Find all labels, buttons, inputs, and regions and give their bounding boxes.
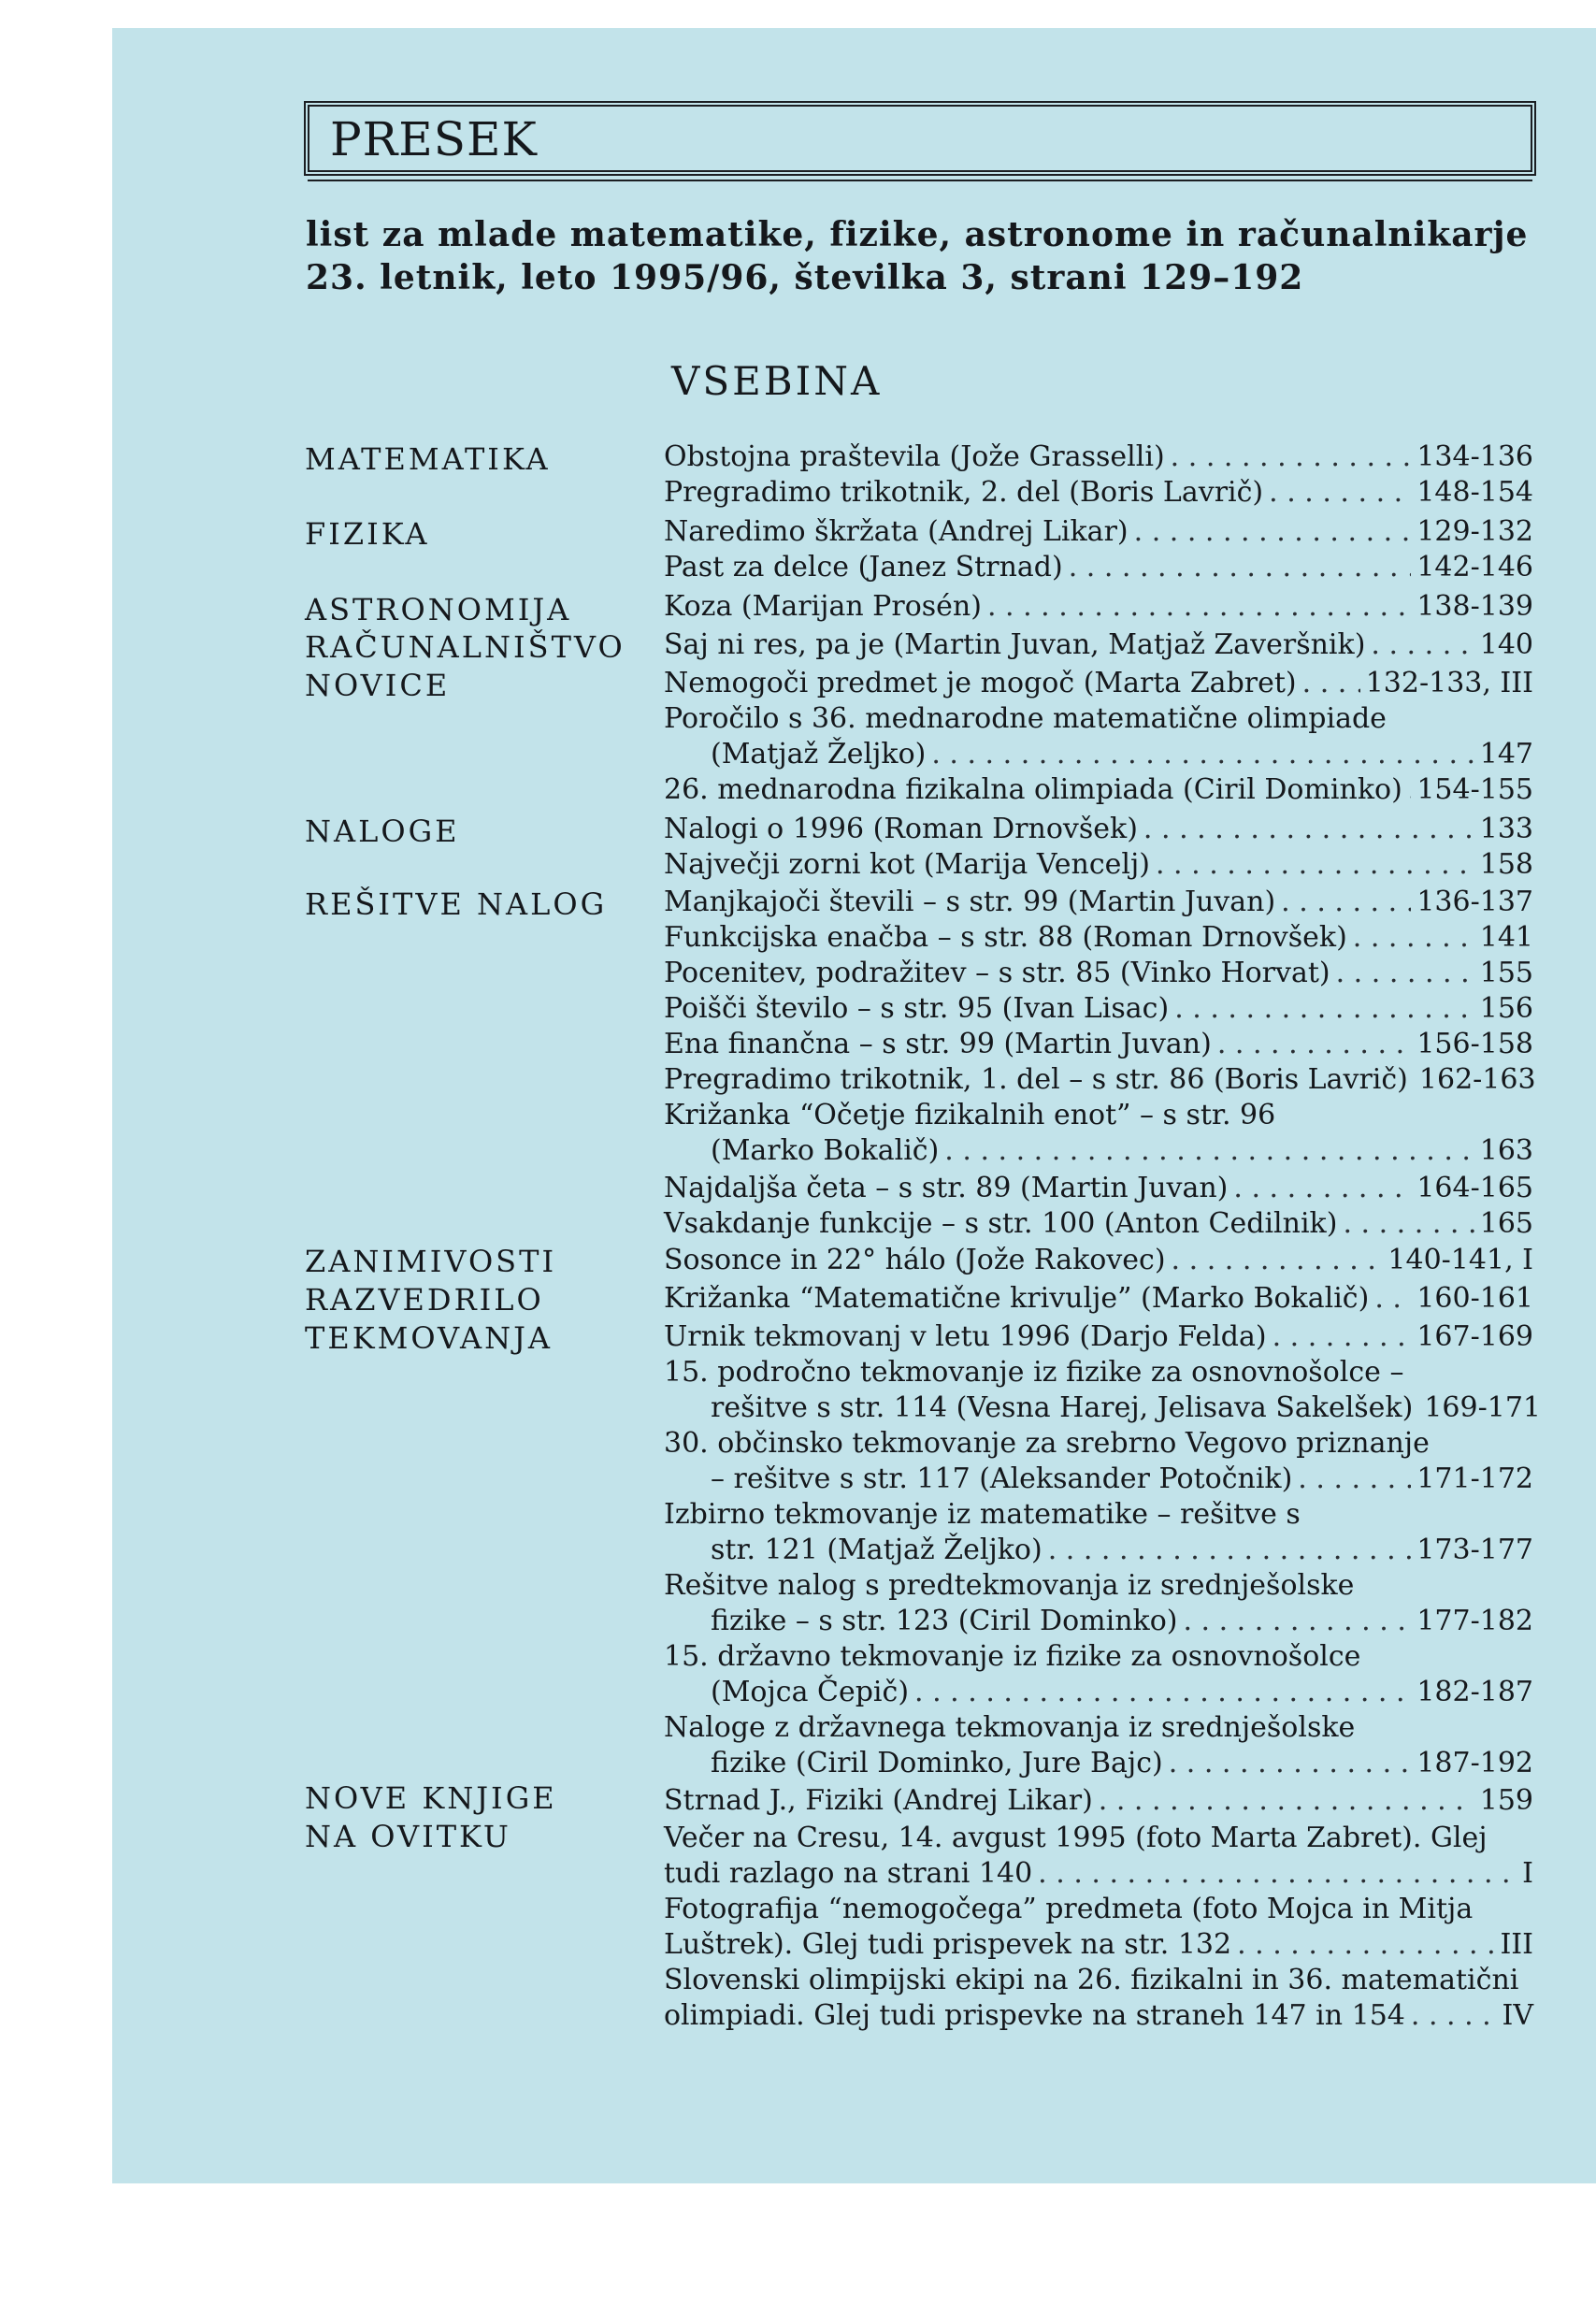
entry-title: Nemogoči predmet je mogoč (Marta Zabret)	[664, 667, 1297, 699]
entry-pages: 132-133, III	[1365, 667, 1533, 699]
entry-title: Saj ni res, pa je (Martin Juvan, Matjaž Zaveršnik)	[664, 628, 1366, 661]
toc-entry	[664, 589, 1533, 625]
leader-dots	[1038, 1856, 1517, 1892]
leader-dots	[1269, 475, 1411, 511]
entry-pages: 187-192	[1416, 1747, 1533, 1779]
entry-pages: 142-146	[1416, 551, 1533, 583]
leader-dots	[1408, 772, 1412, 808]
toc-entry-line: 15. področno tekmovanje iz fizike za osnovnošolce –	[664, 1356, 1404, 1389]
leader-dots	[1217, 1027, 1411, 1062]
toc-entry	[664, 514, 1533, 550]
category-na-ovitku: NA OVITKU	[305, 1819, 511, 1854]
toc-entry	[711, 1675, 1533, 1710]
entry-title: (Matjaž Željko)	[711, 738, 927, 771]
toc-entry-line: Izbirno tekmovanje iz matematike – rešitve s	[664, 1498, 1301, 1531]
leader-dots	[1174, 991, 1474, 1027]
entry-pages: 167-169	[1416, 1320, 1533, 1353]
toc-entry	[711, 1746, 1533, 1781]
toc-entry	[664, 1062, 1536, 1098]
entry-title: Obstojna praštevila (Jože Grasselli)	[664, 440, 1165, 473]
toc-entry-line: Križanka “Očetje fizikalnih enot” – s str. 96	[664, 1099, 1276, 1131]
category-nove-knjige: NOVE KNJIGE	[305, 1780, 557, 1816]
toc-entry	[664, 1243, 1533, 1278]
leader-dots	[1171, 439, 1412, 475]
toc-entry-line: 30. občinsko tekmovanje za srebrno Vegovo priznanje	[664, 1427, 1430, 1460]
entry-pages: 162-163	[1418, 1063, 1536, 1096]
toc-entry	[711, 1533, 1533, 1568]
magazine-title: PRESEK	[330, 112, 538, 166]
toc-entry-line: Slovenski olimpijski ekipi na 26. fizikalni in 36. matematični	[664, 1964, 1519, 1996]
toc-entry	[711, 1604, 1533, 1639]
entry-pages: 165	[1479, 1207, 1533, 1240]
entry-pages: 177-182	[1416, 1605, 1533, 1637]
leader-dots	[1156, 847, 1474, 883]
entry-pages: 169-171	[1424, 1391, 1541, 1424]
entry-pages: 140-141, I	[1388, 1244, 1533, 1276]
leader-dots	[1172, 1243, 1383, 1278]
entry-pages: 134-136	[1416, 440, 1533, 473]
entry-title: (Mojca Čepič)	[711, 1676, 910, 1708]
entry-pages: 160-161	[1416, 1282, 1533, 1315]
toc-entry-line: Rešitve nalog s predtekmovanja iz srednješolske	[664, 1569, 1355, 1602]
toc-entry	[664, 1206, 1533, 1242]
leader-dots	[1048, 1533, 1412, 1568]
leader-dots	[1411, 1998, 1497, 2034]
leader-dots	[914, 1675, 1411, 1710]
entry-title: – rešitve s str. 117 (Aleksander Potočnik)	[711, 1462, 1293, 1495]
entry-pages: 173-177	[1416, 1534, 1533, 1566]
toc-entry	[664, 1998, 1533, 2034]
category-razvedrilo: RAZVEDRILO	[305, 1282, 544, 1318]
category-naloge: NALOGE	[305, 814, 460, 849]
entry-title: Urnik tekmovanj v letu 1996 (Darjo Felda)	[664, 1320, 1267, 1353]
leader-dots	[1099, 1783, 1474, 1819]
leader-dots	[1237, 1927, 1494, 1963]
toc-entry-line: Naloge z državnega tekmovanja iz srednješolske	[664, 1711, 1356, 1744]
toc-entry	[664, 1783, 1533, 1819]
leader-dots	[1281, 885, 1411, 920]
leader-dots	[1233, 1171, 1411, 1206]
leader-dots	[1343, 1206, 1474, 1242]
magazine-subtitle: list za mlade matematike, fizike, astronome in računalnikarje	[306, 215, 1529, 254]
toc-entry	[711, 1462, 1533, 1497]
entry-title: Pocenitev, podražitev – s str. 85 (Vinko Horvat)	[664, 957, 1330, 989]
entry-title: str. 121 (Matjaž Željko)	[711, 1534, 1042, 1566]
toc-entry	[664, 1319, 1533, 1355]
entry-pages: 163	[1479, 1134, 1533, 1167]
category-matematika: MATEMATIKA	[305, 441, 551, 477]
category-astronomija: ASTRONOMIJA	[305, 592, 572, 627]
entry-title: Pregradimo trikotnik, 1. del – s str. 86 (Boris Lavrič)	[664, 1063, 1408, 1096]
entry-pages: 182-187	[1416, 1676, 1533, 1708]
category-resitve-nalog: REŠITVE NALOG	[305, 886, 608, 922]
entry-title: rešitve s str. 114 (Vesna Harej, Jelisava Sakelšek)	[711, 1391, 1414, 1424]
toc-entry	[664, 439, 1533, 475]
entry-pages: 136-137	[1416, 886, 1533, 918]
entry-pages: 129-132	[1416, 515, 1533, 548]
entry-title: Poišči število – s str. 95 (Ivan Lisac)	[664, 992, 1170, 1025]
entry-pages: I	[1522, 1857, 1533, 1890]
entry-pages: 147	[1479, 738, 1533, 771]
toc-entry	[664, 1927, 1533, 1963]
entry-title: Koza (Marijan Prosén)	[664, 590, 982, 623]
leader-dots	[944, 1133, 1474, 1169]
entry-title: fizike (Ciril Dominko, Jure Bajc)	[711, 1747, 1163, 1779]
toc-entry	[664, 1171, 1533, 1206]
entry-title: Past za delce (Janez Strnad)	[664, 551, 1063, 583]
leader-dots	[931, 737, 1474, 772]
leader-dots	[1353, 920, 1474, 956]
entry-title: Naredimo škržata (Andrej Likar)	[664, 515, 1129, 548]
entry-pages: 158	[1479, 848, 1533, 881]
category-tekmovanja: TEKMOVANJA	[305, 1320, 554, 1356]
toc-entry	[711, 737, 1533, 772]
entry-title: Največji zorni kot (Marija Vencelj)	[664, 848, 1150, 881]
entry-title: Nalogi o 1996 (Roman Drnovšek)	[664, 813, 1138, 845]
entry-pages: 133	[1479, 813, 1533, 845]
toc-entry	[664, 847, 1533, 883]
entry-title: Ena finančna – s str. 99 (Martin Juvan)	[664, 1028, 1212, 1060]
leader-dots	[1374, 1281, 1411, 1317]
entry-pages: 159	[1479, 1784, 1533, 1817]
entry-pages: 141	[1479, 921, 1533, 954]
entry-pages: 154-155	[1416, 773, 1533, 806]
leader-dots	[1134, 514, 1412, 550]
category-zanimivosti: ZANIMIVOSTI	[305, 1244, 557, 1279]
toc-entry-line: 15. državno tekmovanje iz fizike za osnovnošolce	[664, 1640, 1361, 1673]
entry-title: fizike – s str. 123 (Ciril Dominko)	[711, 1605, 1178, 1637]
leader-dots	[1336, 956, 1474, 991]
contents-heading: VSEBINA	[671, 358, 883, 404]
toc-entry	[664, 550, 1533, 585]
toc-entry	[664, 666, 1533, 701]
entry-pages: 155	[1479, 957, 1533, 989]
entry-pages: 138-139	[1416, 590, 1533, 623]
entry-pages: III	[1500, 1928, 1533, 1961]
entry-title: Vsakdanje funkcije – s str. 100 (Anton Cedilnik)	[664, 1207, 1338, 1240]
leader-dots	[1298, 1462, 1411, 1497]
entry-pages: 156-158	[1416, 1028, 1533, 1060]
toc-entry-line: Fotografija “nemogočega” predmeta (foto Mojca in Mitja	[664, 1893, 1474, 1925]
leader-dots	[1272, 1319, 1412, 1355]
leader-dots	[1302, 666, 1360, 701]
category-racunalnistvo: RAČUNALNIŠTVO	[305, 629, 625, 665]
leader-dots	[1143, 812, 1474, 847]
category-novice: NOVICE	[305, 668, 451, 703]
toc-entry	[664, 812, 1533, 847]
entry-title: Strnad J., Fiziki (Andrej Likar)	[664, 1784, 1093, 1817]
toc-entry	[664, 627, 1533, 663]
entry-title: Križanka “Matematične krivulje” (Marko Bokalič)	[664, 1282, 1370, 1315]
entry-pages: IV	[1502, 1999, 1533, 2032]
entry-pages: 171-172	[1416, 1462, 1533, 1495]
entry-pages: 164-165	[1416, 1172, 1533, 1204]
toc-entry	[664, 475, 1533, 511]
leader-dots	[1183, 1604, 1411, 1639]
toc-entry	[711, 1133, 1533, 1169]
entry-title: Najdaljša četa – s str. 89 (Martin Juvan)	[664, 1172, 1229, 1204]
category-fizika: FIZIKA	[305, 516, 430, 552]
entry-title: Sosonce in 22° hálo (Jože Rakovec)	[664, 1244, 1166, 1276]
entry-title: olimpiadi. Glej tudi prispevke na straneh 147 in 154	[664, 1999, 1405, 2032]
magazine-issue-info: 23. letnik, leto 1995/96, številka 3, strani 129–192	[306, 258, 1304, 297]
toc-entry	[664, 1281, 1533, 1317]
leader-dots	[1169, 1746, 1412, 1781]
entry-title: tudi razlago na strani 140	[664, 1857, 1033, 1890]
toc-entry	[664, 991, 1533, 1027]
toc-entry	[711, 1390, 1541, 1426]
leader-dots	[1069, 550, 1412, 585]
toc-entry	[664, 1856, 1533, 1892]
entry-title: Pregradimo trikotnik, 2. del (Boris Lavrič)	[664, 476, 1264, 509]
toc-entry	[664, 885, 1533, 920]
entry-title: (Marko Bokalič)	[711, 1134, 940, 1167]
entry-title: Luštrek). Glej tudi prispevek na str. 132	[664, 1928, 1232, 1961]
entry-title: Funkcijska enačba – s str. 88 (Roman Drnovšek)	[664, 921, 1347, 954]
toc-entry	[664, 920, 1533, 956]
toc-entry	[664, 772, 1533, 808]
toc-entry	[664, 1027, 1533, 1062]
toc-entry	[664, 956, 1533, 991]
entry-title: Manjkajoči števili – s str. 99 (Martin Juvan)	[664, 886, 1276, 918]
leader-dots	[1371, 627, 1474, 663]
toc-entry-line: Večer na Cresu, 14. avgust 1995 (foto Marta Zabret). Glej	[664, 1822, 1488, 1854]
entry-pages: 148-154	[1416, 476, 1533, 509]
toc-entry-line: Poročilo s 36. mednarodne matematične olimpiade	[664, 702, 1387, 735]
entry-pages: 140	[1479, 628, 1533, 661]
leader-dots	[987, 589, 1411, 625]
entry-title: 26. mednarodna fizikalna olimpiada (Ciril Dominko)	[664, 773, 1402, 806]
entry-pages: 156	[1479, 992, 1533, 1025]
